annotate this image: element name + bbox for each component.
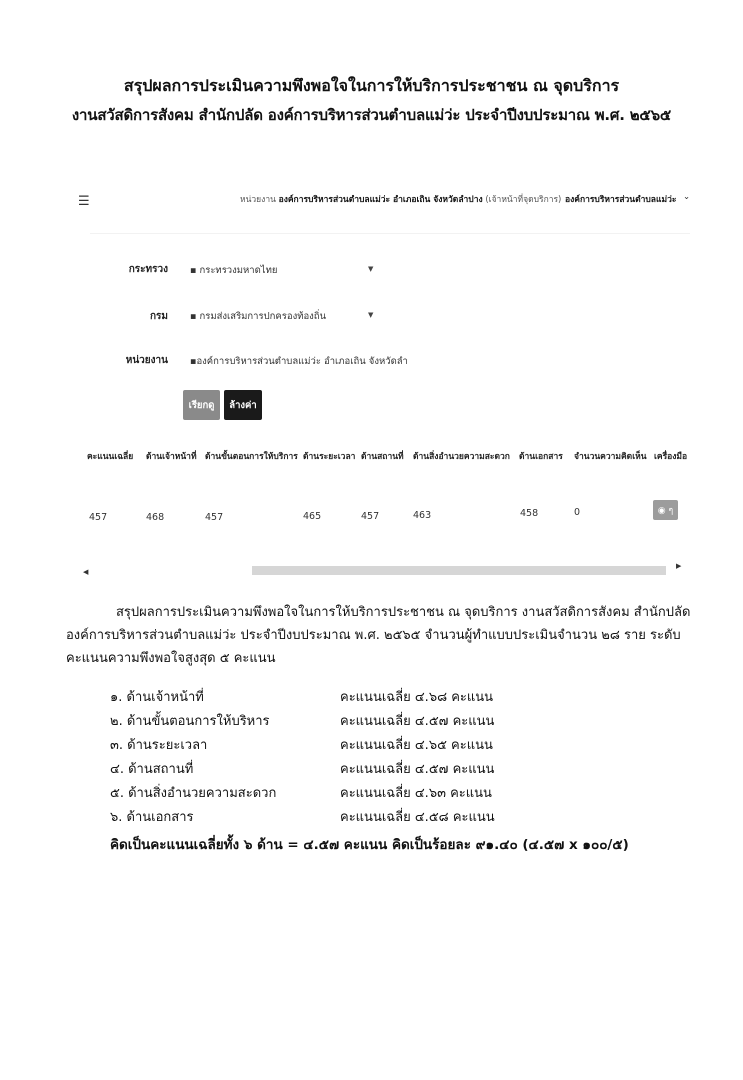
clear-button[interactable]: ล้างค่า (224, 390, 262, 420)
header-divider (90, 233, 690, 234)
agency-value: องค์การบริหารส่วนตำบลแม่ว่ะ อำเภอเถิน จังหวัดลำ (196, 356, 408, 367)
org-name[interactable]: องค์การบริหารส่วนตำบลแม่ว่ะ (565, 195, 677, 205)
agency-select[interactable]: ▪องค์การบริหารส่วนตำบลแม่ว่ะ อำเภอเถิน จังหวัดลำ (190, 356, 408, 367)
chevron-down-icon[interactable]: ⌄ (683, 192, 691, 202)
view-detail-button[interactable]: ◉ ๆ (653, 500, 678, 520)
table-header-staff[interactable]: ด้านเจ้าหน้าที่ (146, 452, 197, 462)
table-cell-staff: 468 (146, 512, 165, 523)
table-header-duration[interactable]: ด้านระยะเวลา (303, 452, 356, 462)
scroll-right-icon[interactable]: ▶ (676, 562, 682, 570)
app-header (0, 188, 743, 212)
table-cell-procedure: 457 (205, 512, 224, 523)
table-header-location[interactable]: ด้านสถานที่ (361, 452, 404, 462)
department-label: กรม (149, 311, 168, 322)
ministry-value: กระทรวงมหาดไทย (199, 265, 278, 276)
ministry-select[interactable]: ▪ กระทรวงมหาดไทย (190, 265, 278, 276)
summary-paragraph-text: สรุปผลการประเมินความพึงพอใจในการให้บริการประชาชน ณ จุดบริการ งานสวัสดิการสังคม สำนักปลัด องค์การบริหารส่วนตำบลแม่ว่ะ ประจำปีงบประมาณ พ.ศ. ๒๕๖๕ จำนวนผู้ทำแบบประเมินจำนวน ๒๘ ราย ระดับคะแนนความพึงพอใจสูงสุด ๕ คะแนน (66, 605, 691, 666)
document-title-line-1: สรุปผลการประเมินความพึงพอใจในการให้บริการประชาชน ณ จุดบริการ (123, 76, 620, 95)
document-title-line-2: งานสวัสดิการสังคม สำนักปลัด องค์การบริหารส่วนตำบลแม่ว่ะ ประจำปีงบประมาณ พ.ศ. ๒๕๖๕ (71, 106, 672, 124)
score-item-value: คะแนนเฉลี่ย ๔.๕๗ คะแนน (340, 762, 495, 777)
table-cell-documents: 458 (520, 508, 539, 519)
ministry-label: กระทรวง (128, 264, 168, 275)
breadcrumb-unit: องค์การบริหารส่วนตำบลแม่ว่ะ อำเภอเถิน จังหวัดลำปาง (278, 195, 483, 205)
table-cell-location: 457 (361, 511, 380, 522)
score-item-label: ๕. ด้านสิ่งอำนวยความสะดวก (110, 786, 277, 801)
table-cell-duration: 465 (303, 511, 322, 522)
score-item-label: ๒. ด้านขั้นตอนการให้บริหาร (110, 714, 270, 729)
score-item-label: ๔. ด้านสถานที่ (110, 762, 194, 777)
breadcrumb-prefix: หน่วยงาน (240, 195, 276, 205)
department-caret-icon[interactable]: ▼ (368, 311, 374, 319)
table-cell-comments: 0 (574, 507, 581, 518)
table-header-comments[interactable]: จำนวนความคิดเห็น (574, 452, 647, 462)
breadcrumb (240, 192, 691, 206)
score-item-value: คะแนนเฉลี่ย ๔.๕๘ คะแนน (340, 810, 495, 825)
table-header-tools: เครื่องมือ (654, 452, 688, 462)
score-item-value: คะแนนเฉลี่ย ๔.๕๗ คะแนน (340, 714, 495, 729)
table-header-procedure[interactable]: ด้านขั้นตอนการให้บริการ (205, 452, 298, 462)
scroll-left-icon[interactable]: ◀ (83, 568, 89, 576)
table-header-facilities[interactable]: ด้านสิ่งอำนวยความสะดวก (413, 452, 510, 462)
score-item-label: ๑. ด้านเจ้าหน้าที่ (110, 690, 204, 705)
score-item-value: คะแนนเฉลี่ย ๔.๖๕ คะแนน (340, 738, 493, 753)
horizontal-scrollbar[interactable] (252, 566, 666, 575)
search-button[interactable]: เรียกดู (183, 390, 220, 420)
score-item-value: คะแนนเฉลี่ย ๔.๖๘ คะแนน (340, 690, 494, 705)
table-cell-average: 457 (89, 512, 108, 523)
table-header-average[interactable]: คะแนนเฉลี่ย (87, 452, 134, 462)
score-item-label: ๓. ด้านระยะเวลา (110, 738, 208, 753)
score-item-label: ๖. ด้านเอกสาร (110, 810, 194, 825)
summary-conclusion: คิดเป็นคะแนนเฉลี่ยทั้ง ๖ ด้าน = ๔.๕๗ คะแนน คิดเป็นร้อยละ ๙๑.๔๐ (๔.๕๗ x ๑๐๐/๕) (110, 837, 629, 853)
ministry-caret-icon[interactable]: ▼ (368, 265, 374, 273)
agency-label: หน่วยงาน (125, 355, 168, 366)
table-header-documents[interactable]: ด้านเอกสาร (519, 452, 563, 462)
summary-paragraph (66, 601, 706, 670)
hamburger-icon[interactable]: ☰ (78, 194, 90, 209)
department-value: กรมส่งเสริมการปกครองท้องถิ่น (199, 311, 327, 322)
department-select[interactable]: ▪ กรมส่งเสริมการปกครองท้องถิ่น (190, 311, 327, 322)
score-item-value: คะแนนเฉลี่ย ๔.๖๓ คะแนน (340, 786, 492, 801)
breadcrumb-role: (เจ้าหน้าที่จุดบริการ) (485, 195, 562, 205)
table-cell-facilities: 463 (413, 510, 432, 521)
